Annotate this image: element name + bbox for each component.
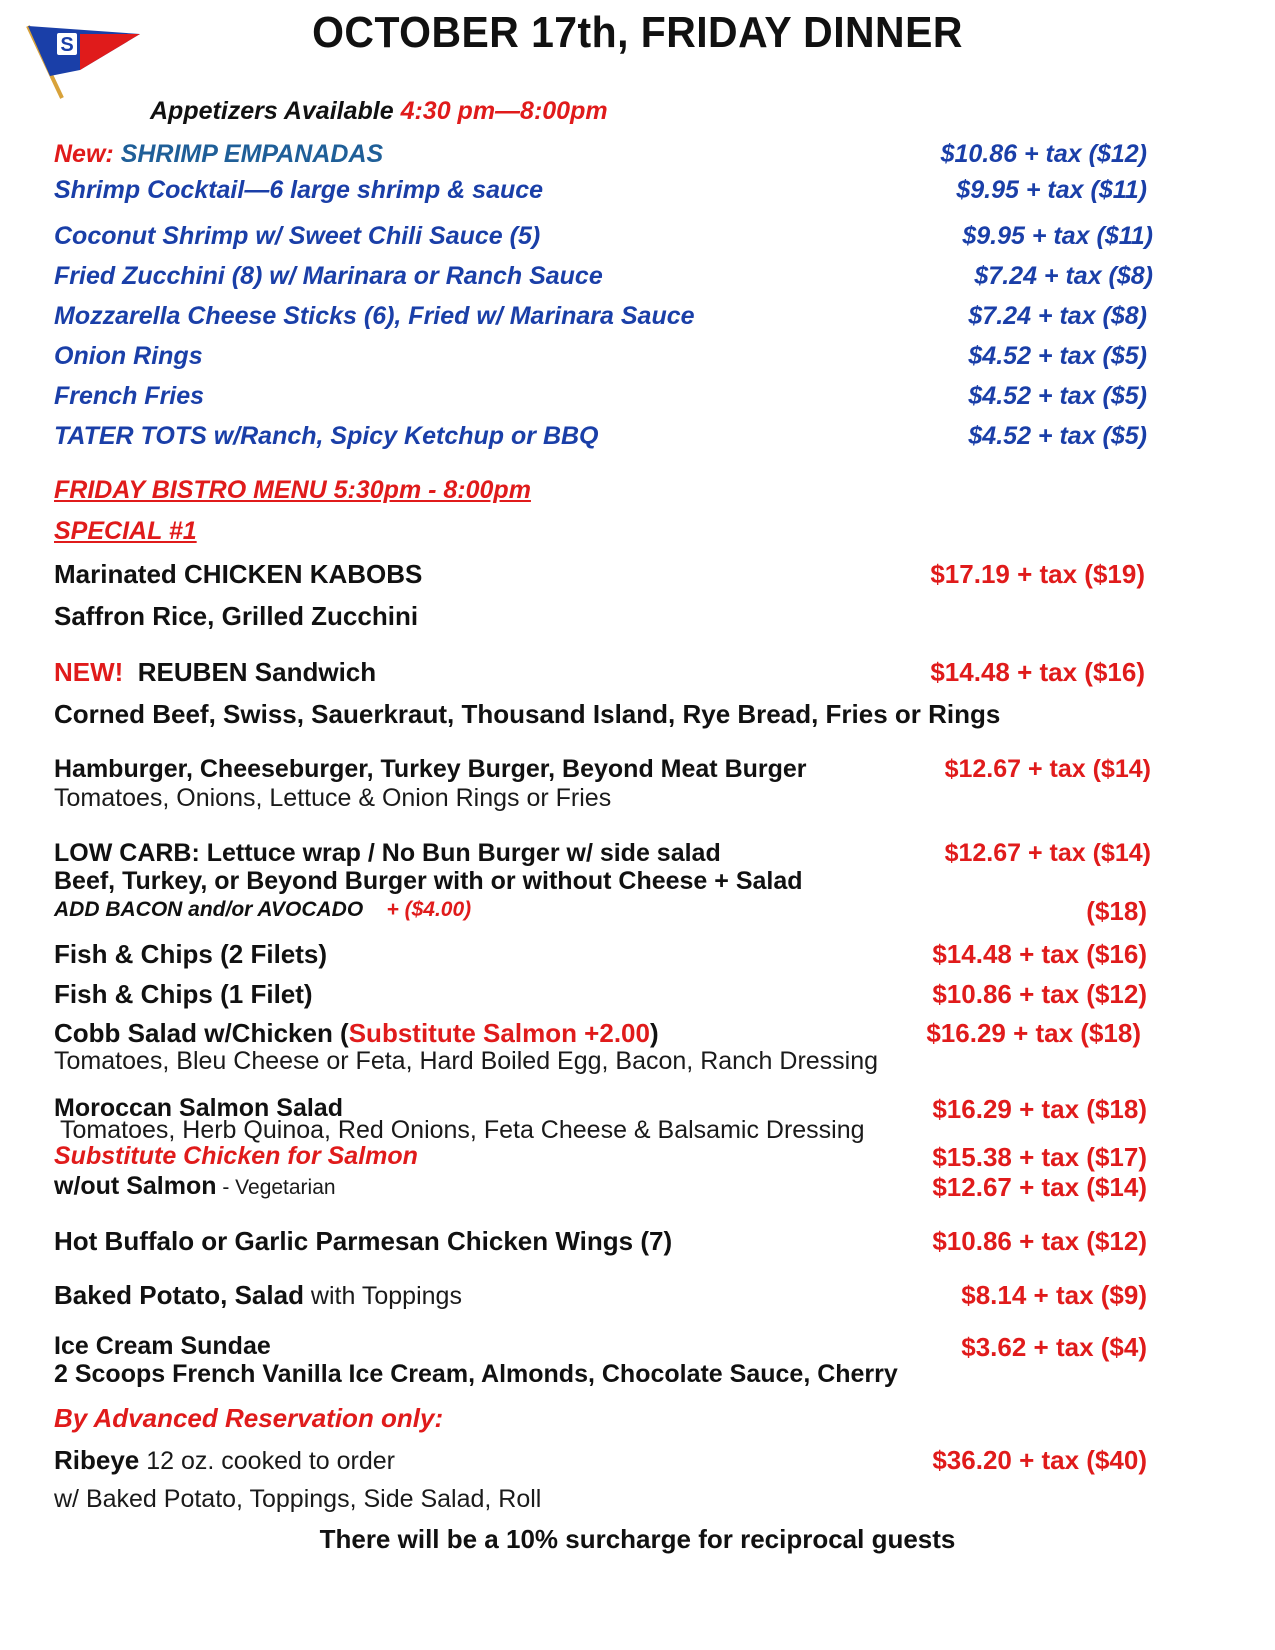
- fish1-price: $10.86 + tax ($12): [932, 979, 1147, 1009]
- appetizer-name: Fried Zucchini (8) w/ Marinara or Ranch Sauce: [54, 262, 603, 290]
- fish2-price: $14.48 + tax ($16): [932, 939, 1147, 969]
- appetizer-name: French Fries: [54, 382, 205, 410]
- moroccan-without: [54, 1172, 336, 1201]
- appetizer-item-0: [54, 140, 383, 169]
- cobb-name: [54, 1018, 659, 1049]
- reuben-name: REUBEN Sandwich: [137, 657, 377, 687]
- cobb-desc: Tomatoes, Bleu Cheese or Feta, Hard Boiled Egg, Bacon, Ranch Dressing: [54, 1047, 879, 1075]
- new-label: New:: [54, 140, 121, 168]
- fish2-name: Fish & Chips (2 Filets): [54, 939, 328, 969]
- appetizer-name: Shrimp Cocktail—6 large shrimp & sauce: [54, 176, 544, 204]
- burger-name: Hamburger, Cheeseburger, Turkey Burger, Beyond Meat Burger: [54, 755, 807, 783]
- burger-desc: Tomatoes, Onions, Lettuce & Onion Rings or Fries: [54, 784, 612, 812]
- special-name: Marinated CHICKEN KABOBS: [54, 559, 423, 589]
- potato-price: $8.14 + tax ($9): [961, 1280, 1147, 1310]
- appetizer-price: $7.24 + tax ($8): [974, 262, 1153, 290]
- sundae-desc: 2 Scoops French Vanilla Ice Cream, Almonds, Chocolate Sauce, Cherry: [54, 1360, 898, 1388]
- ribeye-label: Ribeye: [54, 1445, 140, 1475]
- cobb-label: Cobb Salad w/Chicken (: [54, 1018, 349, 1048]
- moroccan-desc: Tomatoes, Herb Quinoa, Red Onions, Feta Cheese & Balsamic Dressing: [60, 1116, 865, 1144]
- appetizer-name: SHRIMP EMPANADAS: [120, 140, 384, 168]
- without-label: w/out Salmon: [54, 1172, 217, 1200]
- page-title: OCTOBER 17th, FRIDAY DINNER: [312, 8, 963, 57]
- ribeye-suffix: 12 oz. cooked to order: [139, 1447, 395, 1475]
- lowcarb-price: $12.67 + tax ($14): [944, 839, 1151, 867]
- appetizer-name: Onion Rings: [54, 342, 203, 370]
- appetizer-price: $10.86 + tax ($12): [940, 140, 1147, 168]
- addon-total: ($18): [1086, 896, 1147, 926]
- appetizers-heading-label: Appetizers Available: [150, 97, 401, 125]
- appetizer-price: $7.24 + tax ($8): [968, 302, 1147, 330]
- special-price: $17.19 + tax ($19): [930, 559, 1145, 589]
- reuben-desc: Corned Beef, Swiss, Sauerkraut, Thousand Island, Rye Bread, Fries or Rings: [54, 699, 1001, 729]
- appetizer-price: $4.52 + tax ($5): [968, 342, 1147, 370]
- appetizer-name: TATER TOTS w/Ranch, Spicy Ketchup or BBQ: [54, 422, 599, 450]
- potato-suffix: with Toppings: [303, 1282, 462, 1310]
- appetizer-price: $9.95 + tax ($11): [962, 222, 1153, 250]
- addon-label: ADD BACON and/or AVOCADO: [54, 898, 364, 921]
- moroccan-without-price: $12.67 + tax ($14): [932, 1172, 1147, 1202]
- moroccan-sub-chicken-price: $15.38 + tax ($17): [932, 1142, 1147, 1172]
- wings-name: Hot Buffalo or Garlic Parmesan Chicken Wings (7): [54, 1226, 673, 1256]
- potato-name: [54, 1280, 462, 1311]
- potato-label: Baked Potato, Salad: [54, 1280, 304, 1310]
- flag-letter: S: [60, 34, 74, 56]
- addon-price: + ($4.00): [386, 898, 472, 921]
- cobb-substitute: Substitute Salmon +2.00: [348, 1018, 650, 1048]
- appetizers-time: 4:30 pm—8:00pm: [400, 97, 608, 125]
- special-heading: SPECIAL #1: [54, 517, 197, 545]
- appetizer-price: $4.52 + tax ($5): [968, 422, 1147, 450]
- cobb-price: $16.29 + tax ($18): [926, 1018, 1141, 1048]
- lowcarb-line2: Beef, Turkey, or Beyond Burger with or without Cheese + Salad: [54, 867, 803, 895]
- sundae-name: Ice Cream Sundae: [54, 1332, 271, 1360]
- without-note: - Vegetarian: [216, 1176, 336, 1199]
- moroccan-sub-chicken: Substitute Chicken for Salmon: [54, 1142, 418, 1170]
- burger-price: $12.67 + tax ($14): [944, 755, 1151, 783]
- new-label: NEW!: [54, 657, 124, 687]
- ribeye-desc: w/ Baked Potato, Toppings, Side Salad, Roll: [54, 1485, 542, 1513]
- moroccan-price: $16.29 + tax ($18): [932, 1094, 1147, 1124]
- lowcarb-name: LOW CARB: Lettuce wrap / No Bun Burger w/ side salad: [54, 839, 721, 867]
- appetizer-price: $4.52 + tax ($5): [968, 382, 1147, 410]
- reuben-price: $14.48 + tax ($16): [930, 657, 1145, 687]
- wings-price: $10.86 + tax ($12): [932, 1226, 1147, 1256]
- appetizer-name: Mozzarella Cheese Sticks (6), Fried w/ Marinara Sauce: [54, 302, 695, 330]
- cobb-close: ): [649, 1018, 659, 1048]
- bistro-heading: FRIDAY BISTRO MENU 5:30pm - 8:00pm: [54, 476, 531, 504]
- reservation-heading: By Advanced Reservation only:: [54, 1403, 444, 1433]
- reuben-title: [54, 657, 376, 688]
- ribeye-name: [54, 1445, 395, 1476]
- appetizer-price: $9.95 + tax ($11): [956, 176, 1147, 204]
- ribeye-price: $36.20 + tax ($40): [932, 1445, 1147, 1475]
- fish1-name: Fish & Chips (1 Filet): [54, 979, 313, 1009]
- special-sides: Saffron Rice, Grilled Zucchini: [54, 601, 419, 631]
- appetizer-name: Coconut Shrimp w/ Sweet Chili Sauce (5): [54, 222, 541, 250]
- surcharge-note: There will be a 10% surcharge for reciprocal guests: [319, 1524, 956, 1554]
- moroccan-name: Moroccan Salmon Salad: [54, 1094, 343, 1122]
- appetizers-heading: [150, 97, 608, 126]
- lowcarb-addon: [54, 898, 471, 922]
- sundae-price: $3.62 + tax ($4): [961, 1332, 1147, 1362]
